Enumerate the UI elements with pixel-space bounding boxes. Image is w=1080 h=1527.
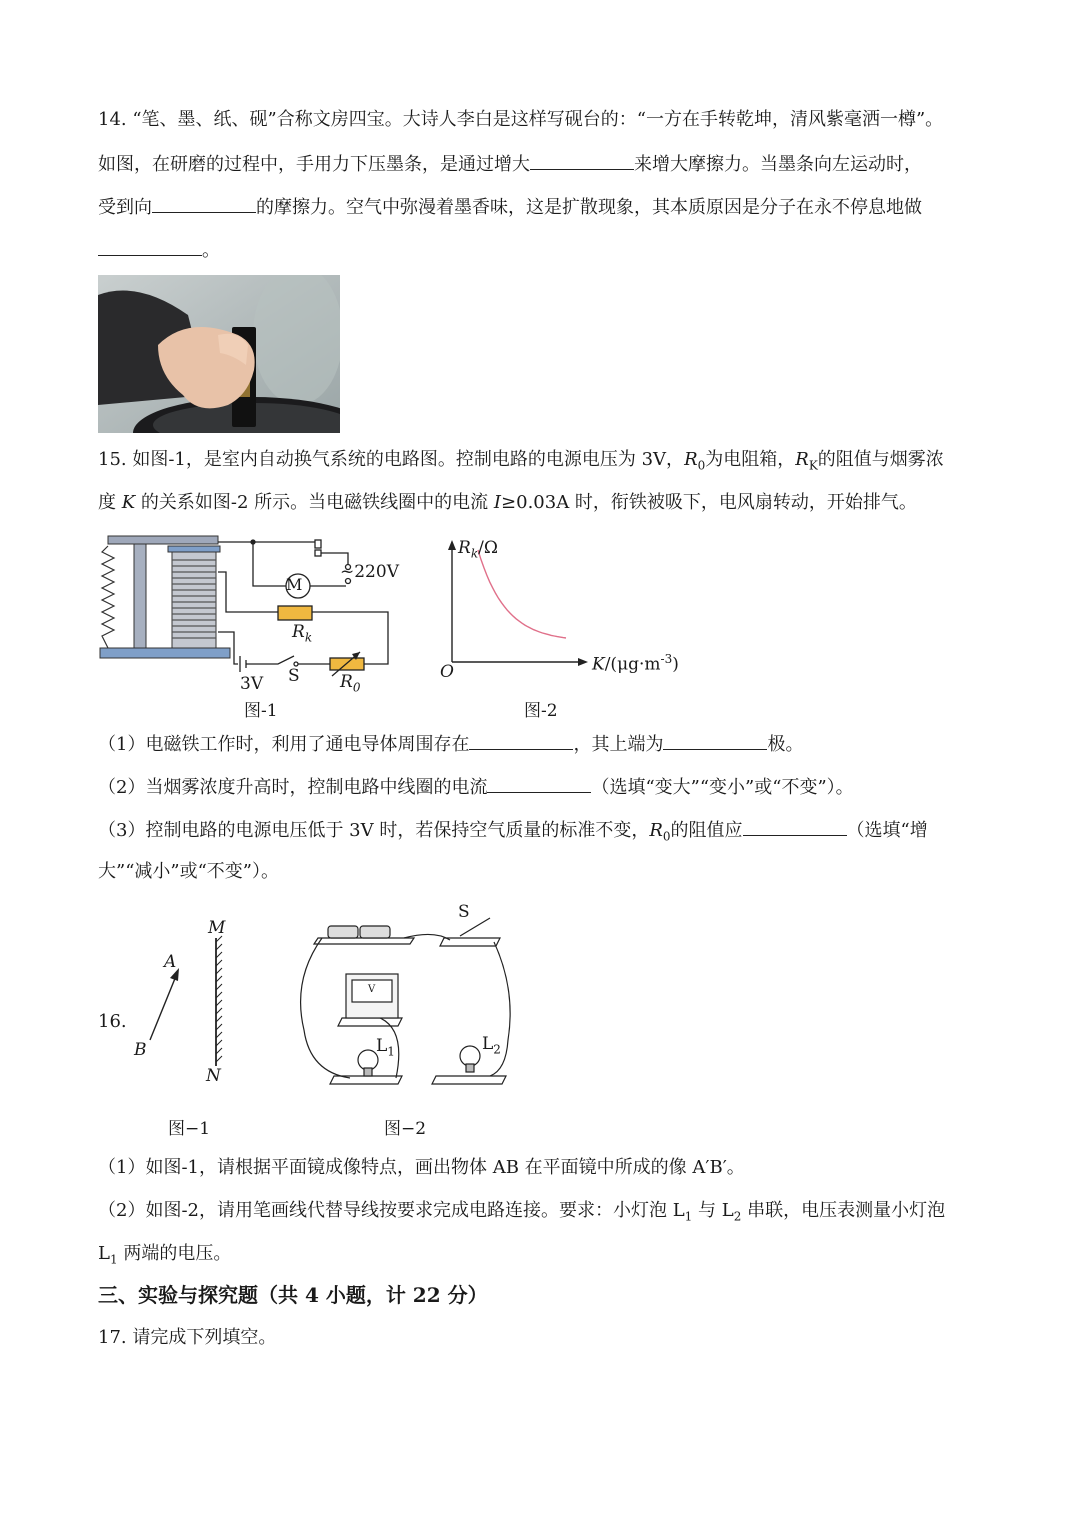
q16-sub1: （1）如图-1，请根据平面镜成像特点，画出物体 AB 在平面镜中所成的像 A′B′。: [98, 1157, 745, 1178]
figure-caption: 图-2: [524, 701, 558, 721]
figure-caption: 图-1: [244, 701, 278, 721]
origin-label: O: [440, 662, 454, 682]
q15-line1: 15. 如图-1，是室内自动换气系统的电路图。控制电路的电源电压为 3V，$R_0$为电阻箱，$R_K$的阻值与烟雾浓: [98, 449, 944, 473]
answer-blank[interactable]: [487, 774, 591, 793]
x-axis-label: $K/(\mu g\cdot m^{-3})$: [592, 652, 679, 675]
bulb-l2-label: $L_2$: [482, 1034, 501, 1057]
point-a-label: A: [164, 952, 177, 972]
q16-figure2-circuit: [294, 900, 524, 1140]
q16-sub2: （2）如图-2，请用笔画线代替导线按要求完成电路连接。要求：小灯泡 $L_1$ 与 $L_2$ 串联，电压表测量小灯泡: [98, 1200, 946, 1224]
figure-caption: 图−2: [384, 1119, 427, 1139]
answer-blank[interactable]: [743, 817, 847, 836]
switch-s-label: S: [458, 902, 470, 922]
q14-line3: 受到向 的摩擦力。空气中弥漫着墨香味，这是扩散现象，其本质原因是分子在永不停息地做: [98, 194, 922, 220]
bulb-l1-label: $L_1$: [376, 1036, 395, 1059]
answer-blank[interactable]: [469, 731, 573, 750]
mirror-top-label: M: [208, 918, 226, 938]
ink-grinding-photo: [98, 275, 340, 433]
label-switch-s: S: [288, 666, 300, 686]
q15-sub1: （1）电磁铁工作时，利用了通电导体周围存在 ，其上端为 极。: [98, 731, 803, 757]
q15-sub2: （2）当烟雾浓度升高时，控制电路中线圈的电流 （选填“变大”“变小”或“不变”）。: [98, 774, 854, 800]
label-rk: $R_k$: [292, 622, 313, 645]
y-axis-label: $R_k/\Omega$: [458, 538, 498, 561]
q15-sub3-cont: 大”“减小”或“不变”）。: [98, 861, 280, 882]
answer-blank[interactable]: [530, 151, 634, 170]
motor-label: M: [286, 575, 303, 594]
q15-figure1-circuit: [98, 532, 418, 722]
q15-line2: 度 K 的关系如图-2 所示。当电磁铁线圈中的电流 I≥0.03A 时，衔铁被吸下，电风扇转动，开始排气。: [98, 492, 917, 513]
label-r0: $R_0$: [340, 672, 361, 695]
label-220v: ~220V: [340, 562, 399, 582]
voltmeter-v-label: V: [368, 984, 376, 995]
figure-caption: 图−1: [168, 1119, 211, 1139]
q16-figure1-mirror: [126, 916, 246, 1140]
answer-blank[interactable]: [98, 237, 202, 256]
rk-curve: [478, 550, 566, 638]
section-heading: 三、实验与探究题（共 4 小题，计 22 分）: [98, 1283, 488, 1307]
point-b-label: B: [134, 1040, 147, 1060]
q17-line1: 17. 请完成下列填空。: [98, 1327, 277, 1348]
label-3v: 3V: [240, 674, 264, 694]
q14-line2: 如图，在研磨的过程中，手用力下压墨条，是通过增大 来增大摩擦力。当墨条向左运动时，: [98, 151, 922, 177]
q16-number: 16.: [98, 1011, 127, 1032]
answer-blank[interactable]: [152, 194, 256, 213]
q14-line1: 14. “笔、墨、纸、砚”合称文房四宝。大诗人李白是这样写砚台的：“一方在手转乾坤，清风紫毫洒一樽”。: [98, 109, 944, 130]
q15-figure2-graph: [430, 536, 690, 722]
q14-line4: 。: [98, 237, 220, 263]
q16-sub2-cont: $L_1$ 两端的电压。: [98, 1243, 232, 1267]
answer-blank[interactable]: [663, 731, 767, 750]
q15-sub3: （3）控制电路的电源电压低于 3V 时，若保持空气质量的标准不变，$R_0$的阻值应 （选填“增: [98, 817, 928, 849]
mirror-bottom-label: N: [206, 1066, 221, 1086]
